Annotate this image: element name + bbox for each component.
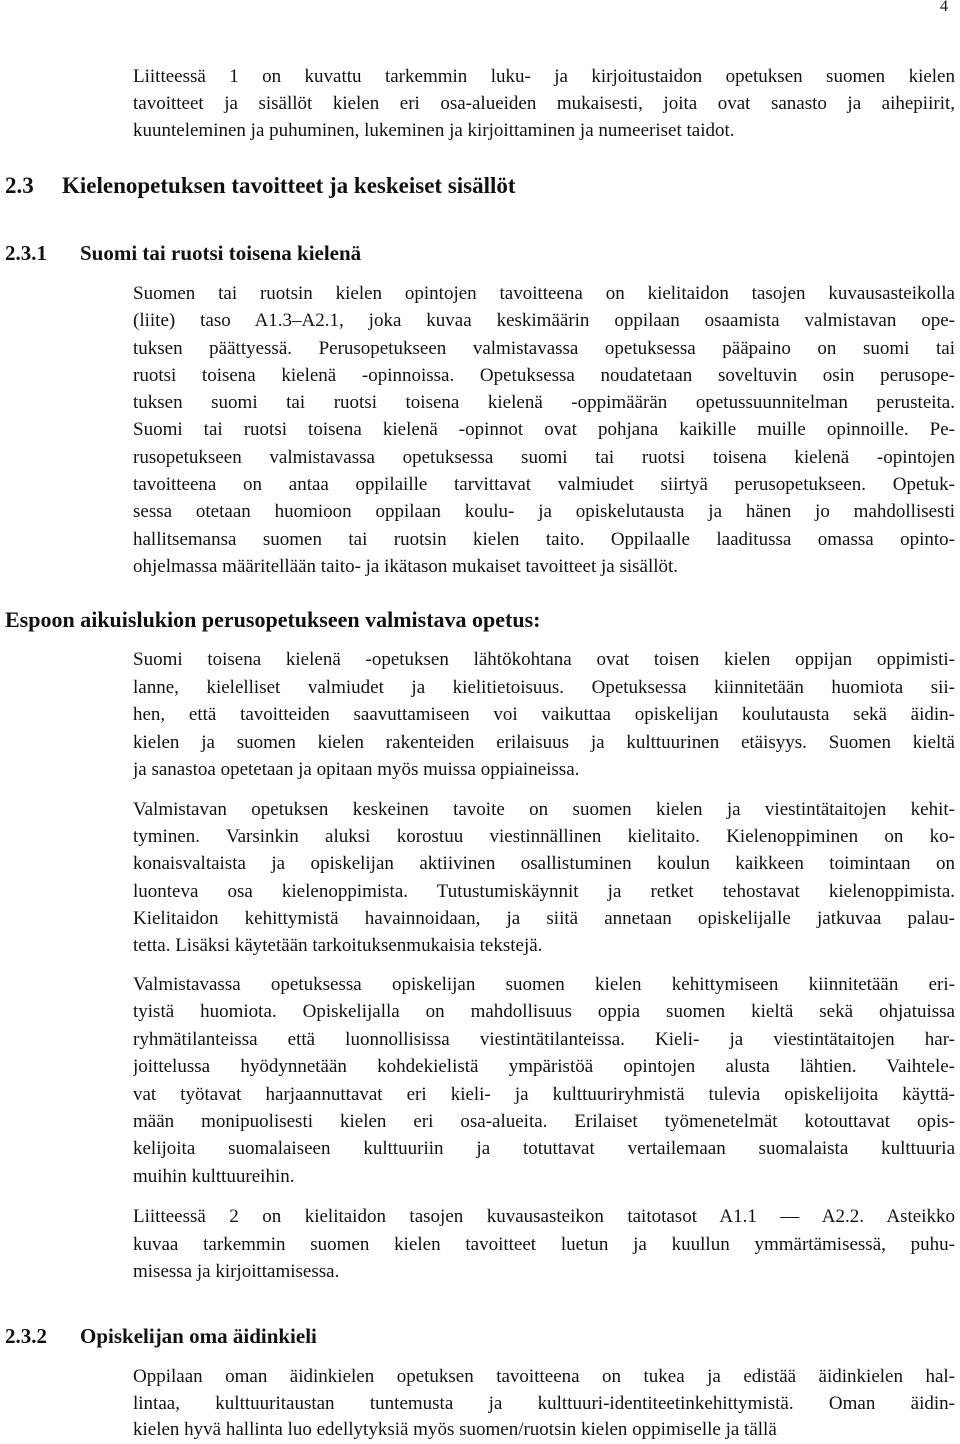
section-title: Kielenopetuksen tavoitteet ja keskeiset sisällöt (62, 173, 516, 198)
text-line: kuunteleminen ja puhuminen, lukeminen ja kirjoittaminen ja numeeriset taidot. (133, 120, 735, 142)
text-line: kelijoita suomalaiseen kulttuuriin ja totuttavat vertailemaan suomalaista kulttuuria (133, 1138, 955, 1160)
text-line: kuvaa tarkemmin suomen kielen tavoitteet luetun ja kuullun ymmärtämisessä, puhu- (133, 1233, 955, 1255)
section-title: Opiskelijan oma äidinkieli (80, 1324, 317, 1348)
text-line: Liitteessä 2 on kielitaidon tasojen kuvausasteikon taitotasot A1.1 — A2.2. Asteikko (133, 1206, 955, 1227)
espoo-heading: Espoon aikuislukion perusopetukseen valmistava opetus: (5, 607, 541, 632)
text-line: (liite) taso A1.3–A2.1, joka kuvaa keskimäärin oppilaan osaamista valmistavan ope- (133, 310, 955, 332)
text-line: ja sanastoa opetetaan ja opitaan myös muissa oppiaineissa. (133, 759, 580, 781)
section-heading-2-3-1 (5, 240, 605, 266)
section-2-3-2-paragraph (133, 1364, 955, 1444)
espoo-paragraph-4 (133, 1203, 955, 1286)
text-line: lintaa, kulttuuritaustan tuntemusta ja kulttuuri-identiteetinkehittymistä. Oman äidin- (133, 1392, 955, 1414)
text-line: lanne, kielelliset valmiudet ja kielitietoisuus. Opetuksessa kiinnitetään huomiota sii- (133, 676, 955, 698)
text-line: tetta. Lisäksi käytetään tarkoituksenmukaisia tekstejä. (133, 934, 543, 956)
section-number: 2.3.2 (5, 1324, 47, 1348)
text-line: tavoitteena on antaa oppilaille tarvittavat valmiudet siirtyä perusopetukseen. Opetuk- (133, 474, 955, 496)
text-line: Suomi toisena kielenä -opetuksen lähtökohtana ovat toisen kielen oppijan oppimisti- (133, 649, 955, 670)
text-line: ohjelmassa määritellään taito- ja ikätason mukaiset tavoitteet ja sisällöt. (133, 555, 679, 577)
text-line: tuksen päättyessä. Perusopetukseen valmistavassa opetuksessa pääpaino on suomi tai (133, 337, 955, 359)
text-line: hallitsemansa suomen tai ruotsin kielen taito. Oppilaalle laaditussa omassa opinto- (133, 528, 955, 550)
text-line: Liitteessä 1 on kuvattu tarkemmin luku- ja kirjoitustaidon opetuksen suomen kielen (133, 66, 955, 87)
text-line: Oppilaan oman äidinkielen opetuksen tavoitteena on tukea ja edistää äidinkielen hal- (133, 1366, 955, 1387)
text-line: luonteva osa kielenoppimista. Tutustumiskäynnit ja retket tehostavat kielenoppimista. (133, 880, 955, 902)
section-2-3-1-paragraph (133, 280, 955, 580)
text-line: Kielitaidon kehittymistä havainnoidaan, ja siitä annetaan opiskelijalle jatkuvaa palau- (133, 907, 955, 929)
text-line: mään monipuolisesti kielen eri osa-alueita. Erilaiset työmenetelmät kotouttavat opis- (133, 1110, 955, 1132)
text-line: kielen hyvä hallinta luo edellytyksiä myös suomen/ruotsin kielen oppimiselle ja tällä (133, 1419, 777, 1441)
section-heading-2-3-2 (5, 1323, 605, 1349)
espoo-paragraph-1 (133, 646, 955, 784)
section-heading-2-3 (5, 172, 705, 200)
espoo-paragraph-2 (133, 796, 955, 959)
text-line: muihin kulttuureihin. (133, 1165, 295, 1187)
text-line: tyminen. Varsinkin aluksi korostuu viestinnällinen kielitaito. Kielenoppiminen on ko- (133, 826, 955, 848)
text-line: vat työtavat harjaannuttavat eri kieli- ja kulttuuriryhmistä tulevia opiskelijoita käyttä- (133, 1083, 955, 1105)
text-line: hen, että tavoitteiden saavuttamiseen voi vaikuttaa opiskelijan koulutausta sekä äidin- (133, 704, 955, 726)
text-line: Suomi tai ruotsi toisena kielenä -opinnot ovat pohjana kaikille muille opinnoille. Pe- (133, 419, 955, 441)
text-line: sessa otetaan huomioon oppilaan koulu- ja opiskelutausta ja hänen jo mahdollisesti (133, 501, 955, 523)
text-line: tuksen suomi tai ruotsi toisena kielenä -oppimäärän opetussuunnitelman perusteita. (133, 392, 955, 414)
text-line: misessa ja kirjoittamisessa. (133, 1261, 340, 1282)
text-line: joittelussa hyödynnetään kohdekielistä ympäristöä opintojen alusta lähtien. Vaihtele- (133, 1056, 955, 1078)
espoo-paragraph-3 (133, 971, 955, 1190)
text-line: tyistä huomiota. Opiskelijalla on mahdollisuus oppia suomen kieltä sekä ohjatuissa (133, 1001, 955, 1023)
intro-paragraph (133, 63, 955, 145)
text-line: Valmistavan opetuksen keskeinen tavoite on suomen kielen ja viestintätaitojen kehit- (133, 799, 955, 820)
text-line: Suomen tai ruotsin kielen opintojen tavoitteena on kielitaidon tasojen kuvausasteikolla (133, 283, 955, 304)
text-line: tavoitteet ja sisällöt kielen eri osa-alueiden mukaisesti, joita ovat sanasto ja aihepiirit, (133, 93, 955, 115)
text-line: rusopetukseen valmistavassa opetuksessa suomi tai ruotsi toisena kielenä -opintojen (133, 446, 955, 468)
page-number: 4 (940, 0, 948, 15)
section-number: 2.3.1 (5, 241, 47, 265)
text-line: Valmistavassa opetuksessa opiskelijan suomen kielen kehittymiseen kiinnitetään eri- (133, 974, 955, 995)
text-line: kielen ja suomen kielen rakenteiden erilaisuus ja kulttuurinen etäisyys. Suomen kieltä (133, 731, 955, 753)
text-line: konaisvaltaista ja opiskelijan aktiivinen osallistuminen koulun kaikkeen toimintaan on (133, 853, 955, 875)
section-title: Suomi tai ruotsi toisena kielenä (80, 241, 362, 265)
text-line: ryhmätilanteissa että luonnollisissa viestintätilanteissa. Kieli- ja viestintätaitojen har- (133, 1028, 955, 1050)
section-number: 2.3 (5, 173, 34, 198)
text-line: ruotsi toisena kielenä -opinnoissa. Opetuksessa noudatetaan soveltuvin osin perusope- (133, 364, 955, 386)
